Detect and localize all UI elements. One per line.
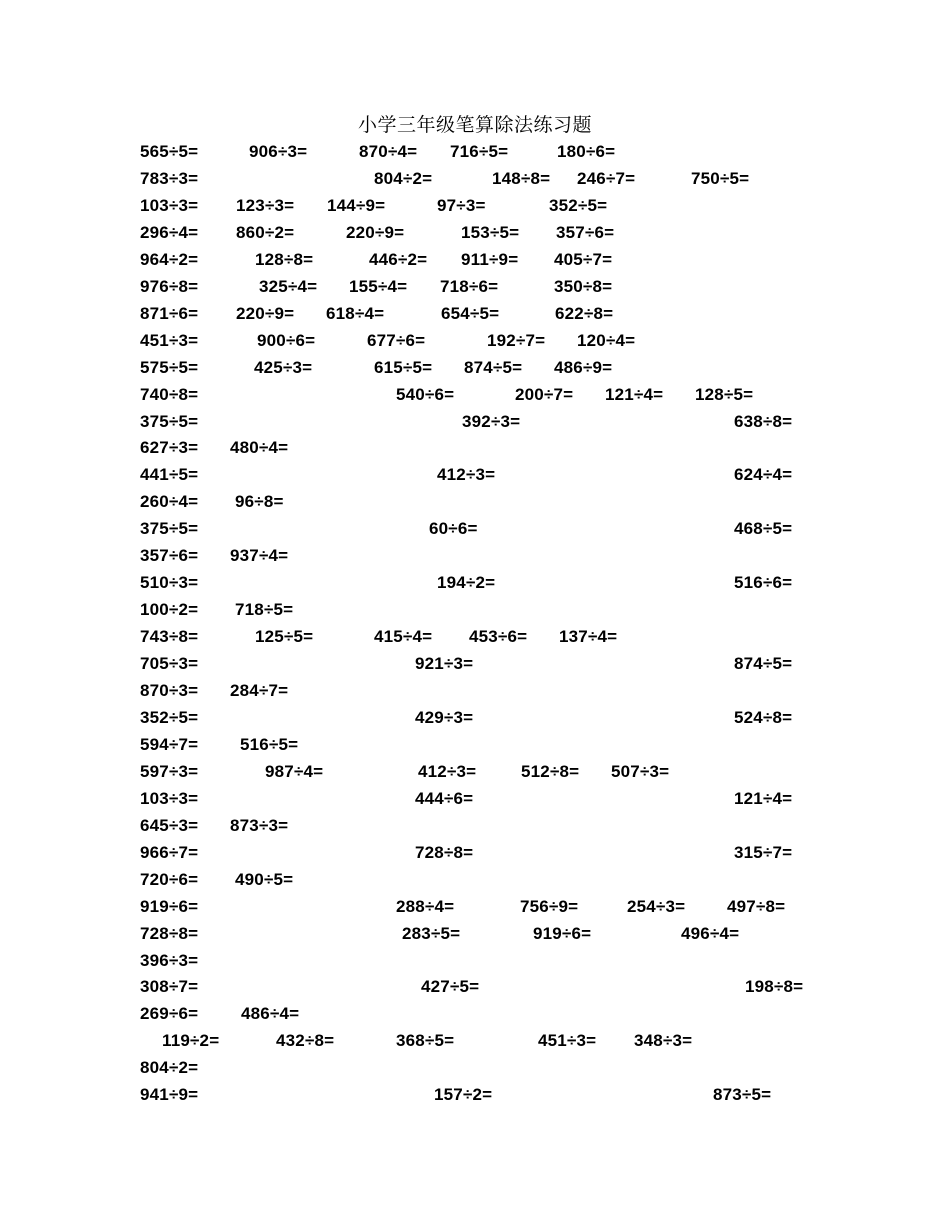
division-problem: 507÷3= <box>611 761 670 781</box>
division-problem: 123÷3= <box>236 195 295 215</box>
division-problem: 524÷8= <box>734 707 793 727</box>
division-problem: 405÷7= <box>554 249 613 269</box>
division-problem: 220÷9= <box>236 303 295 323</box>
division-problem: 728÷8= <box>415 842 474 862</box>
problem-row <box>0 518 950 545</box>
division-problem: 486÷9= <box>554 357 613 377</box>
division-problem: 198÷8= <box>745 977 804 997</box>
division-problem: 137÷4= <box>559 627 618 647</box>
division-problem: 125÷5= <box>255 627 314 647</box>
division-problem: 756÷9= <box>520 896 579 916</box>
division-problem: 100÷2= <box>140 600 199 620</box>
problem-row <box>0 572 950 599</box>
division-problem: 357÷6= <box>140 546 199 566</box>
problem-row <box>0 464 950 491</box>
division-problem: 260÷4= <box>140 492 199 512</box>
division-problem: 451÷3= <box>538 1031 597 1051</box>
division-problem: 976÷8= <box>140 276 199 296</box>
division-problem: 103÷3= <box>140 195 199 215</box>
problem-row <box>0 734 950 761</box>
problem-row <box>0 141 950 168</box>
division-problem: 453÷6= <box>469 627 528 647</box>
division-problem: 622÷8= <box>555 303 614 323</box>
problem-row <box>0 1030 950 1057</box>
division-problem: 512÷8= <box>521 761 580 781</box>
division-problem: 565÷5= <box>140 142 199 161</box>
problem-row <box>0 950 950 977</box>
problem-row <box>0 249 950 276</box>
division-problem: 750÷5= <box>691 168 750 188</box>
division-problem: 120÷4= <box>577 330 636 350</box>
division-problem: 352÷5= <box>549 195 608 215</box>
division-problem: 155÷4= <box>349 276 408 296</box>
division-problem: 368÷5= <box>396 1031 455 1051</box>
division-problem: 350÷8= <box>554 276 613 296</box>
division-problem: 119÷2= <box>162 1031 220 1051</box>
division-problem: 618÷4= <box>326 303 385 323</box>
problem-row <box>0 869 950 896</box>
division-problem: 718÷5= <box>235 600 294 620</box>
division-problem: 288÷4= <box>396 896 455 916</box>
division-problem: 352÷5= <box>140 707 199 727</box>
problem-row <box>0 545 950 572</box>
division-problem: 677÷6= <box>367 330 426 350</box>
division-problem: 638÷8= <box>734 411 793 431</box>
problem-row <box>0 842 950 869</box>
division-problem: 873÷5= <box>713 1085 772 1105</box>
division-problem: 153÷5= <box>461 222 520 242</box>
division-problem: 392÷3= <box>462 411 521 431</box>
problem-row <box>0 168 950 195</box>
division-problem: 415÷4= <box>374 627 433 647</box>
division-problem: 121÷4= <box>734 788 793 808</box>
division-problem: 396÷3= <box>140 950 199 970</box>
problem-row <box>0 707 950 734</box>
division-problem: 429÷3= <box>415 707 474 727</box>
division-problem: 615÷5= <box>374 357 433 377</box>
division-problem: 900÷6= <box>257 330 316 350</box>
division-problem: 284÷7= <box>230 681 289 700</box>
division-problem: 597÷3= <box>140 761 199 781</box>
division-problem: 783÷3= <box>140 168 199 188</box>
problem-row <box>0 222 950 249</box>
problem-row <box>0 896 950 923</box>
division-problem: 804÷2= <box>140 1058 199 1078</box>
division-problem: 964÷2= <box>140 249 199 269</box>
division-problem: 743÷8= <box>140 627 199 647</box>
division-problem: 937÷4= <box>230 546 289 566</box>
division-problem: 128÷5= <box>695 384 754 404</box>
problem-row <box>0 1084 950 1111</box>
problem-row <box>0 976 950 1003</box>
division-problem: 451÷3= <box>140 330 199 350</box>
division-problem: 510÷3= <box>140 573 199 593</box>
division-problem: 919÷6= <box>533 923 592 943</box>
problem-row <box>0 1003 950 1030</box>
division-problem: 157÷2= <box>434 1085 493 1105</box>
problem-row <box>0 1057 950 1084</box>
division-problem: 60÷6= <box>429 519 478 539</box>
division-problem: 246÷7= <box>577 168 636 188</box>
division-problem: 645÷3= <box>140 815 199 835</box>
problem-row <box>0 626 950 653</box>
problem-row <box>0 680 950 707</box>
problem-row <box>0 788 950 815</box>
division-problem: 308÷7= <box>140 977 199 997</box>
division-problem: 804÷2= <box>374 168 433 188</box>
division-problem: 269÷6= <box>140 1004 199 1024</box>
division-problem: 468÷5= <box>734 519 793 539</box>
division-problem: 444÷6= <box>415 788 474 808</box>
division-problem: 192÷7= <box>487 330 546 350</box>
division-problem: 96÷8= <box>235 492 284 512</box>
division-problem: 490÷5= <box>235 869 294 889</box>
division-problem: 911÷9= <box>461 249 519 269</box>
division-problem: 871÷6= <box>140 303 199 323</box>
problem-row <box>0 923 950 950</box>
problem-row <box>0 599 950 626</box>
problem-row <box>0 330 950 357</box>
division-problem: 103÷3= <box>140 788 199 808</box>
division-problem: 874÷5= <box>464 357 523 377</box>
division-problem: 200÷7= <box>515 384 574 404</box>
division-problem: 705÷3= <box>140 654 199 673</box>
problem-row <box>0 357 950 384</box>
problem-row <box>0 761 950 788</box>
division-problem: 325÷4= <box>259 276 318 296</box>
division-problem: 375÷5= <box>140 411 199 431</box>
division-problem: 144÷9= <box>327 195 386 215</box>
problem-row <box>0 653 950 680</box>
division-problem: 446÷2= <box>369 249 428 269</box>
division-problem: 496÷4= <box>681 923 740 943</box>
division-problem: 315÷7= <box>734 842 793 862</box>
division-problem: 296÷4= <box>140 222 199 242</box>
problem-row <box>0 384 950 411</box>
division-problem: 516÷5= <box>240 734 299 754</box>
division-problem: 941÷9= <box>140 1085 199 1105</box>
division-problem: 716÷5= <box>450 142 509 161</box>
problem-row <box>0 491 950 518</box>
division-problem: 180÷6= <box>557 142 616 161</box>
division-problem: 254÷3= <box>627 896 686 916</box>
division-problem: 357÷6= <box>556 222 615 242</box>
division-problem: 718÷6= <box>440 276 499 296</box>
division-problem: 427÷5= <box>421 977 480 997</box>
division-problem: 148÷8= <box>492 168 551 188</box>
division-problem: 860÷2= <box>236 222 295 242</box>
division-problem: 97÷3= <box>437 195 486 215</box>
division-problem: 728÷8= <box>140 923 199 943</box>
division-problem: 412÷3= <box>418 761 477 781</box>
division-problem: 375÷5= <box>140 519 199 539</box>
division-problem: 486÷4= <box>241 1004 300 1024</box>
division-problem: 966÷7= <box>140 842 199 862</box>
division-problem: 870÷3= <box>140 681 199 700</box>
problem-row <box>0 411 950 438</box>
problem-row <box>0 303 950 330</box>
division-problem: 627÷3= <box>140 438 199 458</box>
division-problem: 720÷6= <box>140 869 199 889</box>
division-problem: 480÷4= <box>230 438 289 458</box>
division-problem: 497÷8= <box>727 896 786 916</box>
division-problem: 987÷4= <box>265 761 324 781</box>
division-problem: 740÷8= <box>140 384 199 404</box>
problem-row <box>0 276 950 303</box>
division-problem: 906÷3= <box>249 142 308 161</box>
division-problem: 870÷4= <box>359 142 418 161</box>
division-problem: 921÷3= <box>415 654 474 673</box>
division-problem: 516÷6= <box>734 573 793 593</box>
problem-row <box>0 195 950 222</box>
division-problem: 128÷8= <box>255 249 314 269</box>
division-problem: 594÷7= <box>140 734 199 754</box>
division-problem: 441÷5= <box>140 465 199 485</box>
division-problem: 220÷9= <box>346 222 405 242</box>
division-problem: 654÷5= <box>441 303 500 323</box>
problem-row <box>0 815 950 842</box>
division-problem: 121÷4= <box>605 384 664 404</box>
division-problem: 540÷6= <box>396 384 455 404</box>
division-problem: 919÷6= <box>140 896 199 916</box>
division-problem: 432÷8= <box>276 1031 335 1051</box>
division-problem: 194÷2= <box>437 573 496 593</box>
problem-row <box>0 437 950 464</box>
division-problem: 873÷3= <box>230 815 289 835</box>
division-problem: 348÷3= <box>634 1031 693 1051</box>
division-problem: 624÷4= <box>734 465 793 485</box>
division-problem: 412÷3= <box>437 465 496 485</box>
division-problem: 575÷5= <box>140 357 199 377</box>
division-problem: 283÷5= <box>402 923 461 943</box>
division-problem: 425÷3= <box>254 357 313 377</box>
division-problem: 874÷5= <box>734 654 793 673</box>
page-title: 小学三年级笔算除法练习题 <box>357 114 592 136</box>
